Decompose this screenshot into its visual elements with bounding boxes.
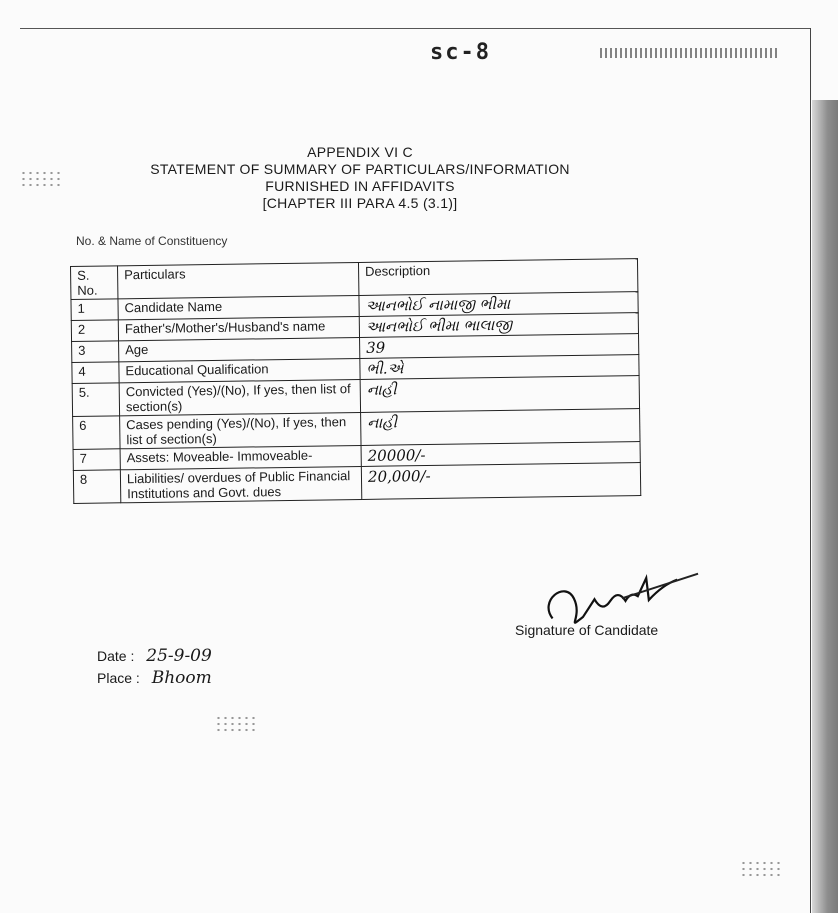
reference-stamp: sc-8 — [430, 40, 491, 65]
document-title — [100, 144, 620, 212]
page-edge-right — [810, 28, 811, 913]
scan-speck — [20, 170, 60, 190]
row-description: આનભોઈ ભીમા ભાલાજી — [359, 313, 638, 338]
scan-speck — [215, 715, 255, 735]
row-description: 39 — [360, 334, 639, 359]
row-description: ભી.એ — [360, 355, 639, 380]
row-sno: 5. — [72, 383, 119, 417]
header-particulars: Particulars — [118, 262, 359, 298]
date-value: 25-9-09 — [146, 646, 212, 666]
row-sno: 8 — [73, 470, 120, 504]
row-sno: 7 — [73, 449, 120, 471]
row-sno: 6 — [73, 416, 120, 450]
title-line-2: STATEMENT OF SUMMARY OF PARTICULARS/INFORMATION — [150, 161, 570, 177]
page-edge-top — [20, 28, 810, 29]
place-row — [97, 668, 212, 688]
row-description: 20000/- — [361, 442, 640, 467]
row-description: 20,000/- — [361, 463, 640, 500]
row-particulars: Liabilities/ overdues of Public Financial Institutions and Govt. dues — [120, 466, 361, 502]
row-particulars: Convicted (Yes)/(No), If yes, then list of section(s) — [119, 379, 360, 415]
place-value: Bhoom — [151, 668, 212, 688]
row-description: નાહી — [360, 376, 639, 413]
row-description: આનભોઈ નામાજી ભીમા — [359, 292, 638, 317]
row-particulars: Cases pending (Yes)/(No), If yes, then list of section(s) — [120, 412, 361, 448]
table-row — [73, 463, 640, 504]
date-row — [97, 646, 212, 666]
signature-label: Signature of Candidate — [515, 622, 659, 638]
row-particulars: Father's/Mother's/Husband's name — [118, 316, 359, 340]
place-label: Place : — [97, 670, 140, 686]
row-particulars: Age — [119, 337, 360, 361]
title-line-3: FURNISHED IN AFFIDAVITS — [265, 178, 455, 194]
constituency-label: No. & Name of Constituency — [76, 234, 228, 248]
row-particulars: Educational Qualification — [119, 358, 360, 382]
row-sno: 3 — [72, 341, 119, 363]
row-sno: 4 — [72, 362, 119, 384]
scan-speck — [740, 860, 780, 880]
row-sno: 1 — [71, 299, 118, 321]
row-particulars: Assets: Moveable- Immoveable- — [120, 445, 361, 469]
title-line-1: APPENDIX VI C — [307, 144, 413, 160]
header-description: Description — [358, 259, 637, 296]
date-label: Date : — [97, 648, 135, 664]
title-line-4: [CHAPTER III PARA 4.5 (3.1)] — [262, 195, 458, 211]
scan-shadow — [812, 100, 838, 913]
header-sno: S. No. — [71, 266, 118, 300]
particulars-table — [70, 258, 641, 504]
row-description: નાહી — [361, 409, 640, 446]
row-particulars: Candidate Name — [118, 295, 359, 319]
scan-noise — [600, 48, 780, 58]
row-sno: 2 — [71, 320, 118, 342]
